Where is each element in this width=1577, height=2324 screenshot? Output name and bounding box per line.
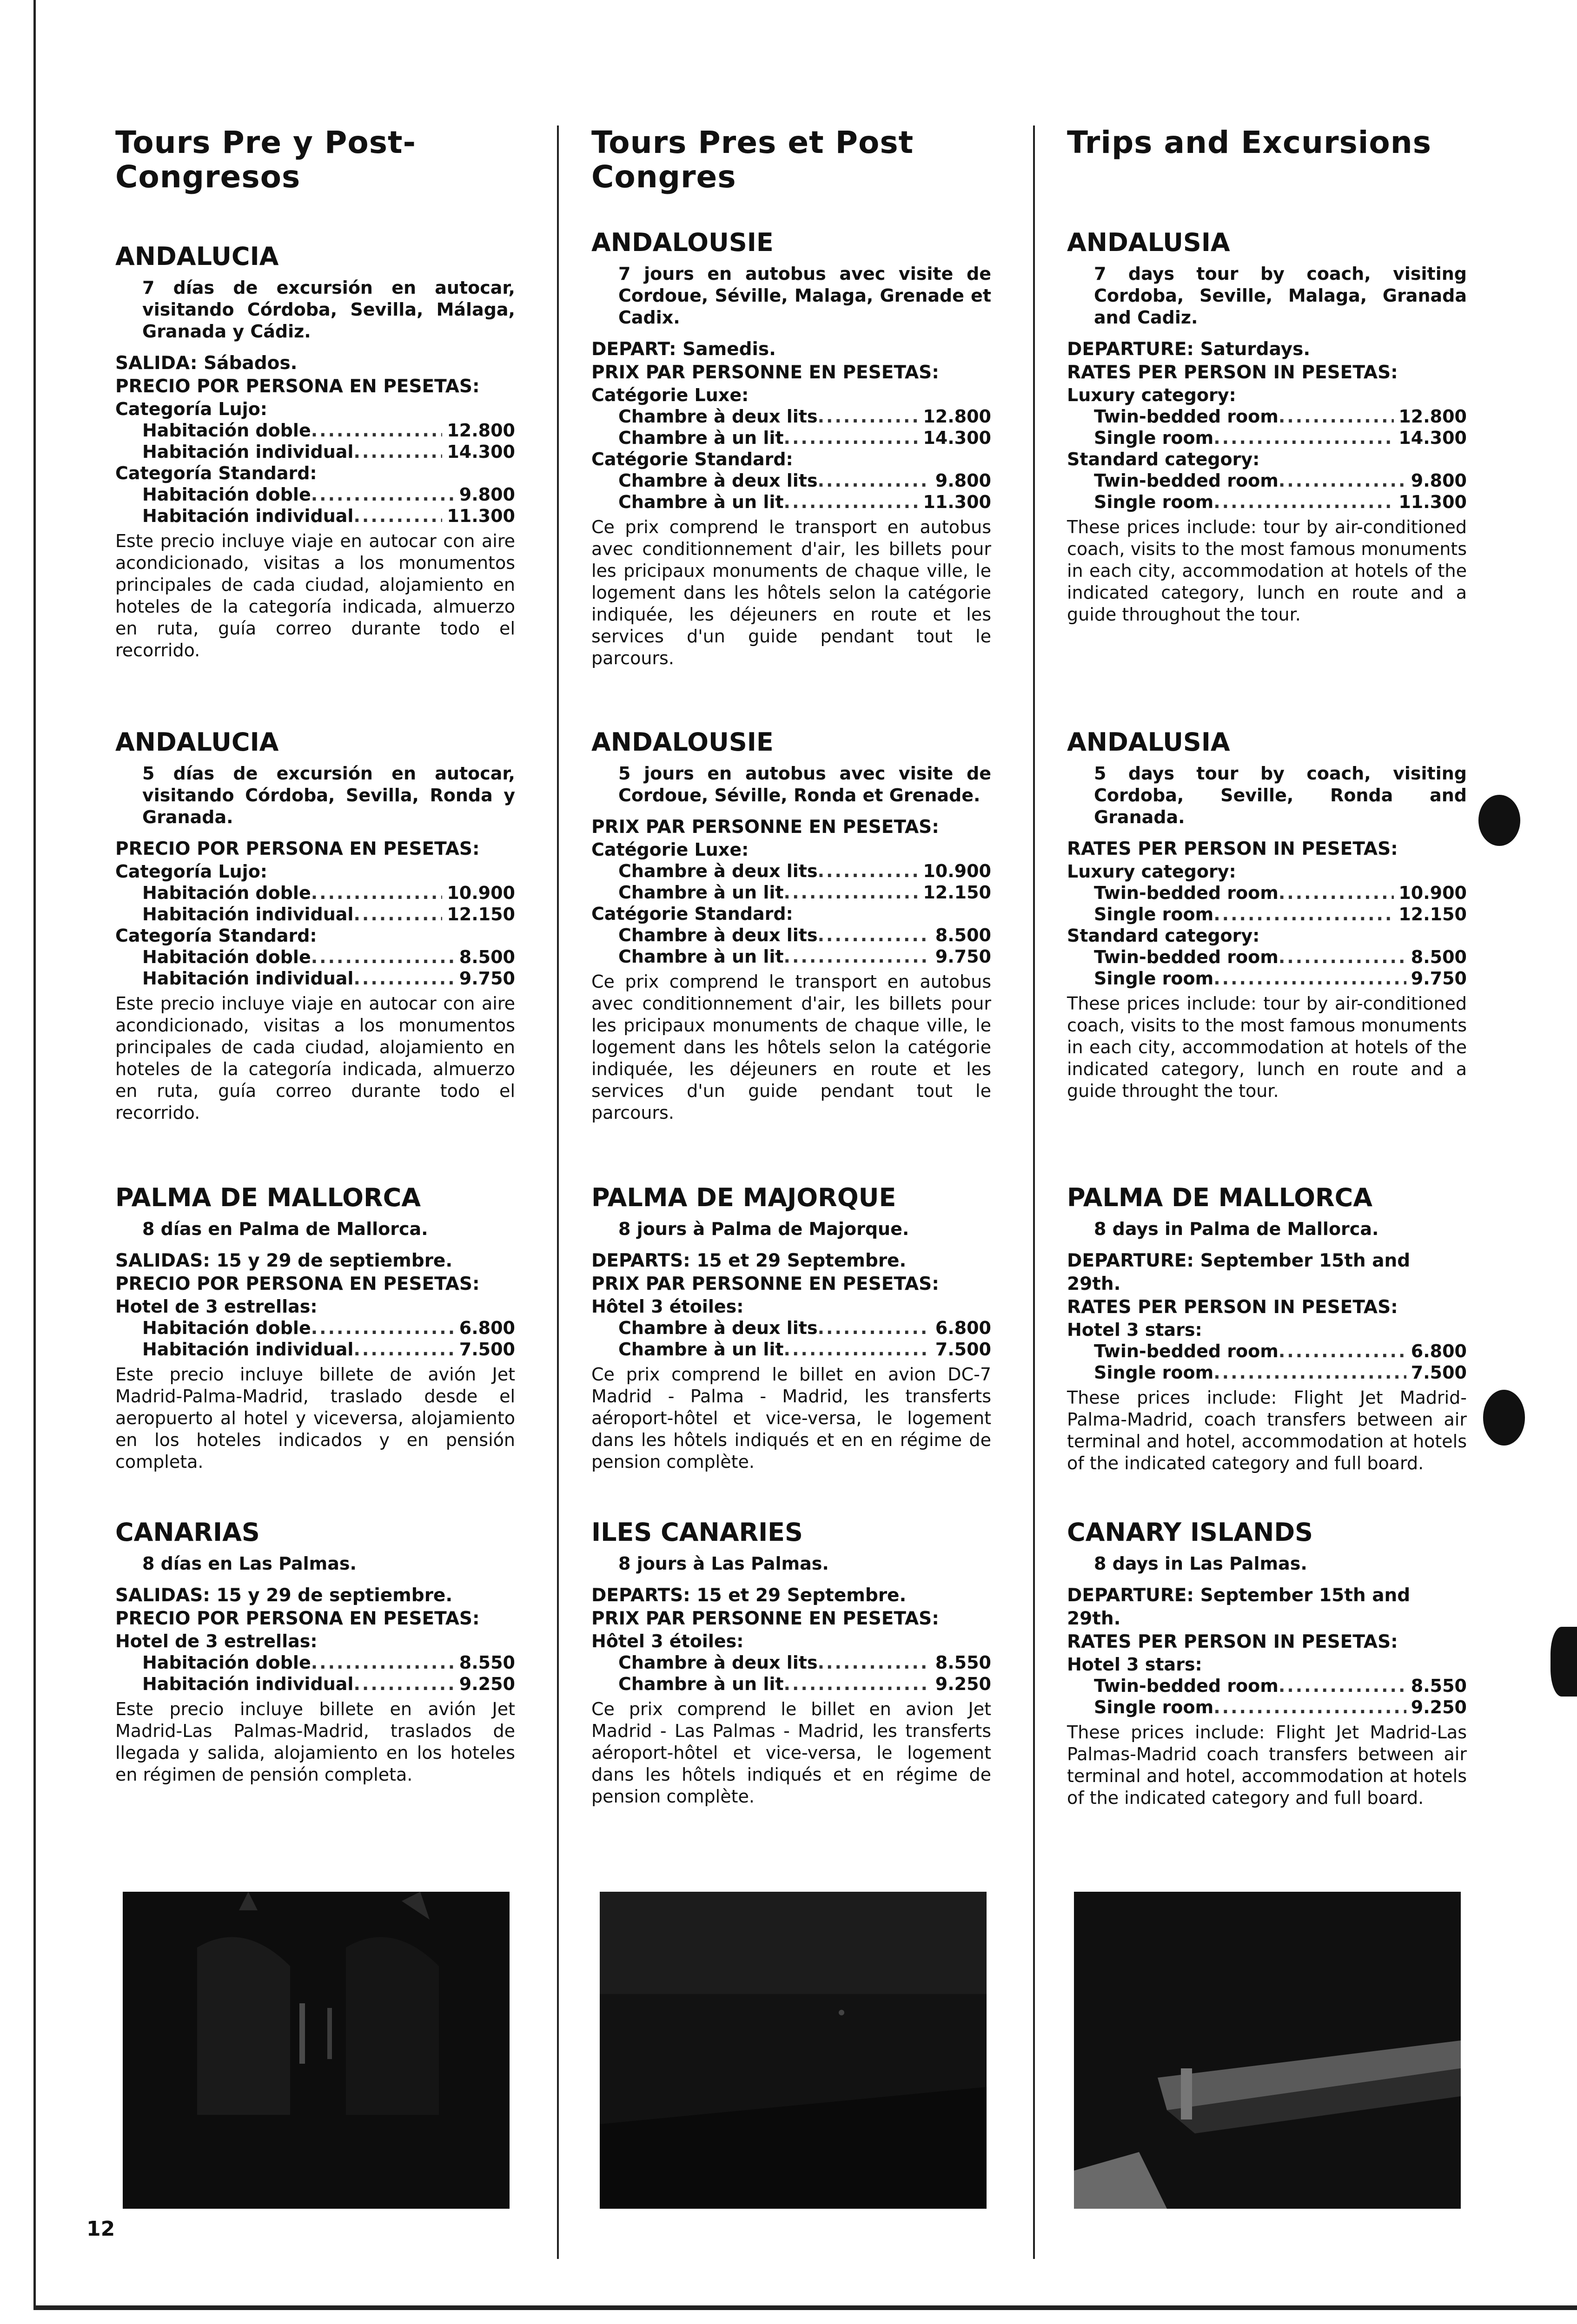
leader-dots xyxy=(353,505,442,527)
leader-dots xyxy=(818,924,931,946)
leader-dots xyxy=(353,1339,454,1360)
tour-section xyxy=(1067,727,1467,1102)
price-category: Hotel 3 stars: xyxy=(1067,1654,1202,1675)
info-line: RATES PER PERSON IN PESETAS: xyxy=(1067,838,1398,859)
page-number: 12 xyxy=(86,2217,115,2241)
leader-dots xyxy=(1213,491,1394,513)
price-row xyxy=(142,484,515,505)
price-row xyxy=(142,1339,515,1360)
section-heading: ANDALOUSIE xyxy=(591,727,774,757)
price-includes-text: Ce prix comprend le billet en avion Jet Madrid - Las Palmas - Madrid, les transferts aéroport-hôtel et vice-versa, le logement dans les hôtels indiqués et en régime de pension complète. xyxy=(591,1699,991,1807)
leader-dots xyxy=(1279,882,1394,904)
info-line: PRECIO POR PERSONA EN PESETAS: xyxy=(115,1274,480,1294)
tour-section xyxy=(115,1518,515,1786)
price-value: 9.800 xyxy=(459,484,515,505)
leader-dots xyxy=(818,470,931,491)
scan-blot xyxy=(1478,795,1520,846)
price-row xyxy=(1094,1675,1467,1697)
price-includes-text: Ce prix comprend le transport en autobus avec conditionnement d'air, les billets pour les pricipaux monuments de chaque ville, le logement dans les hôtels selon la catégorie indiquée, les déjeuners en route et les services d'un guide pendant tout le parcours. xyxy=(591,517,991,668)
leader-dots xyxy=(1213,904,1394,925)
price-value: 6.800 xyxy=(1411,1341,1467,1361)
price-value: 10.900 xyxy=(1398,883,1467,903)
price-includes-text: Este precio incluye billete en avión Jet Madrid-Las Palmas-Madrid, traslados de llegada y salida, alojamiento en los hoteles en régimen de pensión completa. xyxy=(115,1699,515,1785)
tour-description: 7 días de excursión en autocar, visitando Córdoba, Sevilla, Málaga, Granada y Cádiz. xyxy=(142,277,515,342)
tour-section xyxy=(591,727,991,1124)
room-type: Twin-bedded room xyxy=(1094,947,1279,967)
price-row xyxy=(618,860,991,882)
price-row xyxy=(1094,968,1467,989)
info-line: SALIDAS: 15 y 29 de septiembre. xyxy=(115,1250,453,1271)
room-type: Single room xyxy=(1094,968,1214,989)
room-type: Twin-bedded room xyxy=(1094,470,1279,491)
leader-dots xyxy=(1213,1362,1406,1383)
info-line: PRECIO POR PERSONA EN PESETAS: xyxy=(115,1608,480,1629)
room-type: Habitación doble xyxy=(142,947,311,967)
room-type: Habitación doble xyxy=(142,1652,311,1673)
tour-section xyxy=(1067,1518,1467,1809)
price-category: Standard category: xyxy=(1067,449,1260,469)
price-value: 10.900 xyxy=(923,861,991,881)
section-heading: PALMA DE MALLORCA xyxy=(1067,1183,1372,1212)
price-value: 14.300 xyxy=(923,428,991,448)
tour-description: 8 days in Las Palmas. xyxy=(1094,1553,1307,1574)
price-row xyxy=(142,968,515,989)
price-category: Hotel 3 stars: xyxy=(1067,1320,1202,1340)
price-row xyxy=(1094,470,1467,491)
leader-dots xyxy=(818,860,919,882)
price-includes-text: These prices include: tour by air-conditioned coach, visits to the most famous monuments in each city, accommodation at hotels of the indicated category, lunch en route and a guide throught the tour. xyxy=(1067,993,1467,1101)
price-category: Catégorie Luxe: xyxy=(591,839,749,860)
price-row xyxy=(1094,946,1467,968)
leader-dots xyxy=(311,946,455,968)
info-line: RATES PER PERSON IN PESETAS: xyxy=(1067,1631,1398,1652)
room-type: Single room xyxy=(1094,1362,1214,1383)
price-row xyxy=(142,1652,515,1673)
room-type: Chambre à deux lits xyxy=(618,1318,818,1338)
info-line: PRIX PAR PERSONNE EN PESETAS: xyxy=(591,1274,939,1294)
photo-evening-street xyxy=(1074,1892,1461,2209)
info-line: PRIX PAR PERSONNE EN PESETAS: xyxy=(591,362,939,383)
price-value: 11.300 xyxy=(1398,492,1467,512)
price-row xyxy=(1094,1362,1467,1383)
price-category: Hotel de 3 estrellas: xyxy=(115,1296,318,1317)
tour-section xyxy=(591,228,991,669)
tour-description: 5 days tour by coach, visiting Cordoba, Seville, Ronda and Granada. xyxy=(1094,763,1467,827)
room-type: Chambre à deux lits xyxy=(618,1652,818,1673)
room-type: Chambre à un lit xyxy=(618,492,784,512)
leader-dots xyxy=(784,1673,931,1695)
leader-dots xyxy=(1213,427,1394,449)
column-2 xyxy=(591,125,991,1807)
tour-section xyxy=(1067,228,1467,626)
room-type: Single room xyxy=(1094,428,1214,448)
room-type: Chambre à un lit xyxy=(618,1674,784,1694)
price-value: 9.250 xyxy=(459,1674,515,1694)
leader-dots xyxy=(1279,946,1406,968)
leader-dots xyxy=(353,904,442,925)
section-heading: CANARY ISLANDS xyxy=(1067,1518,1313,1547)
info-line: RATES PER PERSON IN PESETAS: xyxy=(1067,362,1398,383)
column-title: Trips and Excursions xyxy=(1067,125,1432,160)
price-value: 7.500 xyxy=(935,1339,991,1360)
tour-section xyxy=(115,242,515,661)
room-type: Habitación individual xyxy=(142,506,354,526)
price-row xyxy=(1094,1697,1467,1718)
room-type: Chambre à deux lits xyxy=(618,925,818,945)
price-includes-text: Ce prix comprend le transport en autobus avec conditionnement d'air, les billets pour les pricipaux monuments de chaque ville, le logement dans les hôtels selon la catégorie indiquée, les déjeuners en route et les services d'un guide pendant tout le parcours. xyxy=(591,971,991,1123)
room-type: Habitación individual xyxy=(142,1339,354,1360)
price-value: 14.300 xyxy=(1398,428,1467,448)
price-category: Categoría Lujo: xyxy=(115,399,268,419)
tour-section xyxy=(115,1183,515,1473)
price-value: 7.500 xyxy=(1411,1362,1467,1383)
leader-dots xyxy=(1279,406,1394,427)
price-category: Hotel de 3 estrellas: xyxy=(115,1631,318,1651)
price-value: 6.800 xyxy=(935,1318,991,1338)
price-row xyxy=(618,1673,991,1695)
leader-dots xyxy=(311,882,443,904)
price-category: Catégorie Standard: xyxy=(591,449,793,469)
info-line: PRECIO POR PERSONA EN PESETAS: xyxy=(115,376,480,397)
info-line: DEPARTURE: September 15th and 29th. xyxy=(1067,1585,1411,1629)
price-value: 8.550 xyxy=(1411,1676,1467,1696)
price-value: 12.150 xyxy=(447,904,515,924)
price-category: Standard category: xyxy=(1067,925,1260,946)
tour-description: 7 jours en autobus avec visite de Cordoue, Séville, Malaga, Grenade et Cadix. xyxy=(618,264,991,328)
price-category: Catégorie Luxe: xyxy=(591,385,749,405)
price-row xyxy=(1094,904,1467,925)
price-category: Luxury category: xyxy=(1067,861,1236,882)
price-row xyxy=(1094,491,1467,513)
room-type: Twin-bedded room xyxy=(1094,406,1279,427)
section-heading: ANDALOUSIE xyxy=(591,228,774,257)
price-row xyxy=(618,1652,991,1673)
price-row xyxy=(142,946,515,968)
price-row xyxy=(618,427,991,449)
price-row xyxy=(618,946,991,967)
price-category: Hôtel 3 étoiles: xyxy=(591,1631,744,1651)
price-row xyxy=(142,1673,515,1695)
price-value: 9.750 xyxy=(459,968,515,989)
price-row xyxy=(142,1317,515,1339)
leader-dots xyxy=(784,427,919,449)
price-value: 9.800 xyxy=(935,470,991,491)
leader-dots xyxy=(818,406,919,427)
leader-dots xyxy=(784,1339,931,1360)
price-value: 12.800 xyxy=(923,406,991,427)
price-row xyxy=(618,1339,991,1360)
info-line: SALIDAS: 15 y 29 de septiembre. xyxy=(115,1585,453,1606)
room-type: Habitación doble xyxy=(142,420,311,441)
price-row xyxy=(618,406,991,427)
leader-dots xyxy=(1279,1340,1406,1362)
price-row xyxy=(142,505,515,527)
section-heading: ANDALUSIA xyxy=(1067,228,1230,257)
leader-dots xyxy=(311,1317,455,1339)
room-type: Twin-bedded room xyxy=(1094,1341,1279,1361)
tour-section xyxy=(1067,1183,1467,1474)
price-row xyxy=(618,491,991,513)
section-heading: ANDALUCIA xyxy=(115,727,279,757)
price-value: 8.550 xyxy=(935,1652,991,1673)
price-row xyxy=(142,904,515,925)
price-row xyxy=(1094,1340,1467,1362)
price-value: 9.800 xyxy=(1411,470,1467,491)
price-category: Catégorie Standard: xyxy=(591,904,793,924)
price-value: 12.150 xyxy=(1398,904,1467,924)
room-type: Habitación doble xyxy=(142,1318,311,1338)
price-row xyxy=(142,882,515,904)
price-category: Hôtel 3 étoiles: xyxy=(591,1296,744,1317)
price-value: 12.800 xyxy=(1398,406,1467,427)
room-type: Chambre à deux lits xyxy=(618,861,818,881)
photo-night-scene xyxy=(600,1892,987,2209)
tour-description: 8 days in Palma de Mallorca. xyxy=(1094,1219,1379,1239)
price-value: 12.800 xyxy=(447,420,515,441)
room-type: Single room xyxy=(1094,904,1214,924)
section-heading: ANDALUCIA xyxy=(115,242,279,271)
leader-dots xyxy=(311,484,455,505)
info-line: DEPARTURE: Saturdays. xyxy=(1067,339,1311,360)
price-value: 11.300 xyxy=(923,492,991,512)
price-includes-text: Este precio incluye billete de avión Jet Madrid-Palma-Madrid, traslado desde el aeropuerto al hotel y viceversa, alojamiento en los hoteles indicados y en pensión completa. xyxy=(115,1364,515,1472)
info-line: PRIX PAR PERSONNE EN PESETAS: xyxy=(591,817,939,838)
price-row xyxy=(618,882,991,903)
section-heading: ANDALUSIA xyxy=(1067,727,1230,757)
room-type: Habitación doble xyxy=(142,484,311,505)
price-category: Categoría Standard: xyxy=(115,925,317,946)
price-value: 6.800 xyxy=(459,1318,515,1338)
info-line: SALIDA: Sábados. xyxy=(115,353,298,374)
info-line: DEPARTS: 15 et 29 Septembre. xyxy=(591,1250,907,1271)
tour-description: 5 jours en autobus avec visite de Cordoue, Séville, Ronda et Grenade. xyxy=(618,763,991,805)
info-line: RATES PER PERSON IN PESETAS: xyxy=(1067,1297,1398,1318)
tour-description: 8 jours à Las Palmas. xyxy=(618,1553,829,1574)
section-heading: CANARIAS xyxy=(115,1518,260,1547)
column-3 xyxy=(1067,125,1467,1808)
leader-dots xyxy=(784,882,919,903)
price-row xyxy=(1094,427,1467,449)
column-divider xyxy=(557,125,559,2259)
leader-dots xyxy=(784,491,919,513)
leader-dots xyxy=(818,1652,931,1673)
leader-dots xyxy=(353,441,442,462)
photo-interior xyxy=(123,1892,510,2209)
room-type: Chambre à un lit xyxy=(618,1339,784,1360)
tour-description: 8 días en Palma de Mallorca. xyxy=(142,1219,428,1239)
info-line: PRECIO POR PERSONA EN PESETAS: xyxy=(115,838,480,859)
room-type: Twin-bedded room xyxy=(1094,1676,1279,1696)
price-value: 14.300 xyxy=(447,442,515,462)
room-type: Habitación individual xyxy=(142,442,354,462)
price-category: Categoría Standard: xyxy=(115,463,317,483)
price-value: 9.750 xyxy=(1411,968,1467,989)
price-value: 9.750 xyxy=(935,946,991,967)
tour-section xyxy=(591,1518,991,1808)
tour-description: 7 days tour by coach, visiting Cordoba, Seville, Malaga, Granada and Cadiz. xyxy=(1094,264,1467,328)
price-includes-text: These prices include: tour by air-conditioned coach, visits to the most famous monuments in each city, accommodation at hotels of the indicated category, lunch en route and a guide throughout the tour. xyxy=(1067,517,1467,625)
tour-description: 5 días de excursión en autocar, visitando Córdoba, Sevilla, Ronda y Granada. xyxy=(142,763,515,827)
leader-dots xyxy=(353,968,454,989)
room-type: Habitación individual xyxy=(142,1674,354,1694)
info-line: DEPARTS: 15 et 29 Septembre. xyxy=(591,1585,907,1606)
price-row xyxy=(1094,882,1467,904)
room-type: Habitación individual xyxy=(142,968,354,989)
room-type: Chambre à deux lits xyxy=(618,406,818,427)
price-category: Categoría Lujo: xyxy=(115,861,268,882)
leader-dots xyxy=(1279,470,1406,491)
price-includes-text: Este precio incluye viaje en autocar con aire acondicionado, visitas a los monumentos principales de cada ciudad, alojamiento en hoteles de la categoría indicada, almuerzo en ruta, guía correo durante todo el recorrido. xyxy=(115,531,515,660)
section-heading: PALMA DE MAJORQUE xyxy=(591,1183,896,1212)
price-value: 9.250 xyxy=(1411,1697,1467,1717)
price-row xyxy=(142,441,515,462)
room-type: Chambre à un lit xyxy=(618,946,784,967)
leader-dots xyxy=(353,1673,454,1695)
room-type: Single room xyxy=(1094,492,1214,512)
section-heading: ILES CANARIES xyxy=(591,1518,803,1547)
leader-dots xyxy=(1213,1697,1406,1718)
section-heading: PALMA DE MALLORCA xyxy=(115,1183,421,1212)
price-category: Luxury category: xyxy=(1067,385,1236,405)
price-value: 9.250 xyxy=(935,1674,991,1694)
leader-dots xyxy=(818,1317,931,1339)
leader-dots xyxy=(784,946,931,967)
info-line: DEPART: Samedis. xyxy=(591,339,776,360)
column-title: Tours Pre y Post-Congresos xyxy=(115,125,416,195)
room-type: Chambre à deux lits xyxy=(618,470,818,491)
room-type: Twin-bedded room xyxy=(1094,883,1279,903)
scan-blot xyxy=(1483,1390,1525,1446)
price-value: 8.500 xyxy=(459,947,515,967)
room-type: Single room xyxy=(1094,1697,1214,1717)
scan-blot xyxy=(1550,1627,1577,1697)
leader-dots xyxy=(1279,1675,1406,1697)
price-value: 8.500 xyxy=(1411,947,1467,967)
price-value: 8.500 xyxy=(935,925,991,945)
column-title: Tours Pres et Post Congres xyxy=(591,125,914,195)
price-row xyxy=(618,470,991,491)
column-divider xyxy=(1033,125,1035,2259)
leader-dots xyxy=(1213,968,1406,989)
price-includes-text: These prices include: Flight Jet Madrid-Palma-Madrid, coach transfers between air terminal and hotel, accommodation at hotels of the indicated category and full board. xyxy=(1067,1387,1467,1473)
price-includes-text: Este precio incluye viaje en autocar con aire acondicionado, visitas a los monumentos principales de cada ciudad, alojamiento en hoteles de la categoría indicada, almuerzo en ruta, guía correo durante todo el recorrido. xyxy=(115,993,515,1123)
room-type: Chambre à un lit xyxy=(618,428,784,448)
price-row xyxy=(142,420,515,441)
leader-dots xyxy=(311,420,443,441)
price-value: 8.550 xyxy=(459,1652,515,1673)
info-line: PRIX PAR PERSONNE EN PESETAS: xyxy=(591,1608,939,1629)
price-includes-text: These prices include: Flight Jet Madrid-Las Palmas-Madrid coach transfers between air terminal and hotel, accommodation at hotels of the indicated category and full board. xyxy=(1067,1722,1467,1808)
tour-description: 8 días en Las Palmas. xyxy=(142,1553,357,1574)
room-type: Habitación doble xyxy=(142,883,311,903)
leader-dots xyxy=(311,1652,455,1673)
price-row xyxy=(618,924,991,946)
room-type: Habitación individual xyxy=(142,904,354,924)
price-includes-text: Ce prix comprend le billet en avion DC-7 Madrid - Palma - Madrid, les transferts aéroport-hôtel et vice-versa, le logement dans les hôtels indiqués et en en régime de pension complète. xyxy=(591,1364,991,1472)
info-line: DEPARTURE: September 15th and 29th. xyxy=(1067,1250,1411,1294)
price-value: 10.900 xyxy=(447,883,515,903)
price-row xyxy=(618,1317,991,1339)
tour-description: 8 jours à Palma de Majorque. xyxy=(618,1219,909,1239)
price-value: 7.500 xyxy=(459,1339,515,1360)
column-1 xyxy=(115,125,515,1785)
room-type: Chambre à un lit xyxy=(618,882,784,903)
tour-section xyxy=(115,727,515,1124)
price-value: 12.150 xyxy=(923,882,991,903)
tour-section xyxy=(591,1183,991,1473)
price-row xyxy=(1094,406,1467,427)
price-value: 11.300 xyxy=(447,506,515,526)
